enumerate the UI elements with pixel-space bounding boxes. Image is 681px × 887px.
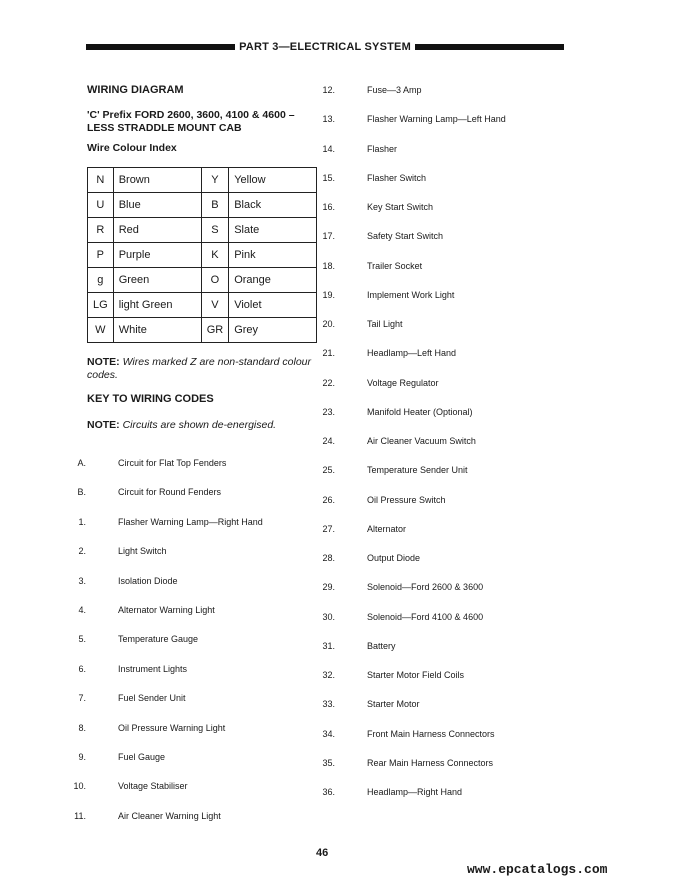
key-item-label: Headlamp—Right Hand: [367, 787, 463, 797]
model-subheading-line1: 'C' Prefix FORD 2600, 3600, 4100 & 4600 –: [87, 109, 295, 121]
colour-code: P: [88, 243, 114, 268]
key-item-label: Starter Motor: [367, 699, 420, 710]
key-item-label: Alternator Warning Light: [118, 605, 215, 615]
note-nonstandard: [87, 356, 315, 382]
colour-row: [88, 293, 317, 318]
key-item-number: 14.: [322, 143, 335, 154]
key-item-label: Output Diode: [367, 553, 421, 563]
model-subheading: [87, 109, 295, 135]
key-item-number: 27.: [322, 523, 335, 534]
key-item-number: 12.: [322, 85, 335, 95]
key-item-label: Fuse—3 Amp: [367, 85, 422, 95]
key-item-label: Manifold Heater (Optional): [367, 406, 473, 417]
note-de-energised: [87, 419, 315, 432]
key-heading: KEY TO WIRING CODES: [87, 393, 214, 405]
wire-colour-table: [87, 167, 317, 343]
key-item-label: Temperature Gauge: [118, 634, 199, 645]
page-header: [86, 40, 564, 54]
key-item-label: Circuit for Round Fenders: [118, 487, 222, 498]
key-item-number: 16.: [322, 202, 335, 212]
key-item-label: Temperature Sender Unit: [367, 465, 468, 476]
key-item-number: 33.: [322, 699, 335, 710]
colour-name: Orange: [229, 268, 317, 293]
key-item-number: 25.: [322, 465, 335, 476]
key-item-number: 2.: [78, 546, 86, 557]
key-item-label: Front Main Harness Connectors: [367, 728, 495, 739]
key-item-number: 36.: [322, 787, 335, 797]
key-item-label: Implement Work Light: [367, 289, 455, 300]
key-item-number: 35.: [322, 757, 335, 768]
key-item-label: Battery: [367, 640, 396, 651]
key-item-number: 7.: [78, 693, 86, 704]
colour-name: Grey: [229, 318, 317, 343]
colour-code: B: [201, 193, 229, 218]
colour-code: S: [201, 218, 229, 243]
colour-row: [88, 268, 317, 293]
colour-code: V: [201, 293, 229, 318]
page-number: 46: [316, 847, 329, 859]
key-item-number: 22.: [322, 377, 335, 388]
key-item-label: Instrument Lights: [118, 663, 188, 674]
key-item-label: Safety Start Switch: [367, 231, 444, 242]
key-item-number: 9.: [78, 752, 86, 762]
colour-name: light Green: [113, 293, 201, 318]
key-item-number: 32.: [322, 670, 335, 680]
key-item-label: Air Cleaner Warning Light: [118, 810, 221, 821]
key-item-label: Circuit for Flat Top Fenders: [118, 458, 227, 468]
key-item-label: Key Start Switch: [367, 202, 434, 212]
key-item-number: 15.: [322, 172, 335, 183]
colour-code: LG: [88, 293, 114, 318]
colour-name: Green: [113, 268, 201, 293]
key-item-label: Air Cleaner Vacuum Switch: [367, 436, 476, 446]
key-item-label: Flasher Switch: [367, 172, 427, 183]
colour-row: [88, 168, 317, 193]
key-item-number: 4.: [78, 605, 86, 615]
colour-name: Blue: [113, 193, 201, 218]
key-item-label: Light Switch: [118, 546, 167, 557]
key-item-number: 28.: [322, 553, 335, 563]
colour-name: Black: [229, 193, 317, 218]
colour-index-title: Wire Colour Index: [87, 142, 177, 154]
key-item-label: Trailer Socket: [367, 260, 423, 271]
key-item-number: 10.: [73, 781, 86, 792]
key-item-label: Voltage Regulator: [367, 377, 439, 388]
watermark-site: www.epcatalogs.com: [467, 862, 608, 877]
key-item-number: B.: [77, 487, 86, 498]
key-item-number: 26.: [322, 494, 335, 505]
colour-name: Red: [113, 218, 201, 243]
key-item-number: 18.: [322, 260, 335, 271]
section-heading: WIRING DIAGRAM: [87, 84, 184, 96]
key-item-number: 24.: [322, 436, 335, 446]
key-item-label: Fuel Gauge: [118, 752, 166, 762]
key-item-number: 1.: [78, 516, 86, 527]
colour-name: Slate: [229, 218, 317, 243]
key-item-label: Flasher Warning Lamp—Right Hand: [118, 516, 263, 527]
colour-code: W: [88, 318, 114, 343]
key-item-label: Solenoid—Ford 2600 & 3600: [367, 582, 484, 593]
key-item-number: 3.: [78, 575, 86, 586]
key-item-label: Oil Pressure Switch: [367, 494, 446, 505]
key-item-label: Solenoid—Ford 4100 & 4600: [367, 611, 484, 622]
colour-code: g: [88, 268, 114, 293]
colour-row: [88, 218, 317, 243]
key-item-number: 34.: [322, 728, 335, 739]
key-item-number: 20.: [322, 319, 335, 329]
key-item-label: Headlamp—Left Hand: [367, 348, 457, 359]
colour-code: O: [201, 268, 229, 293]
colour-name: Violet: [229, 293, 317, 318]
model-subheading-line2: LESS STRADDLE MOUNT CAB: [87, 122, 242, 134]
colour-name: Yellow: [229, 168, 317, 193]
colour-name: Pink: [229, 243, 317, 268]
key-item-number: 19.: [322, 289, 335, 300]
colour-name: White: [113, 318, 201, 343]
header-title: PART 3—ELECTRICAL SYSTEM: [239, 41, 411, 53]
key-item-number: 29.: [322, 582, 335, 593]
colour-code: K: [201, 243, 229, 268]
key-item-number: 31.: [322, 640, 335, 651]
key-item-label: Flasher: [367, 143, 398, 154]
note-text: Wires marked Z are non-standard colour codes.: [87, 356, 311, 381]
key-item-label: Starter Motor Field Coils: [367, 670, 465, 680]
colour-code: Y: [201, 168, 229, 193]
key-item-label: Oil Pressure Warning Light: [118, 722, 226, 733]
key-item-label: Fuel Sender Unit: [118, 693, 186, 704]
colour-code: U: [88, 193, 114, 218]
key-item-number: 30.: [322, 611, 335, 622]
colour-code: N: [88, 168, 114, 193]
colour-row: [88, 193, 317, 218]
key-item-label: Tail Light: [367, 319, 403, 329]
key-item-number: 21.: [322, 348, 335, 359]
key-item-number: A.: [77, 458, 86, 468]
note-label: NOTE:: [87, 356, 120, 368]
key-item-number: 17.: [322, 231, 335, 242]
colour-row: [88, 318, 317, 343]
key-item-label: Isolation Diode: [118, 575, 178, 586]
key-item-number: 13.: [322, 114, 335, 125]
colour-code: R: [88, 218, 114, 243]
key-item-label: Alternator: [367, 523, 407, 534]
colour-row: [88, 243, 317, 268]
header-rule-left: [86, 44, 235, 50]
key-item-number: 6.: [78, 663, 86, 674]
colour-code: GR: [201, 318, 229, 343]
key-item-number: 23.: [322, 406, 335, 417]
key-item-number: 5.: [78, 634, 86, 645]
key-item-label: Rear Main Harness Connectors: [367, 757, 494, 768]
key-item-number: 8.: [78, 722, 86, 733]
key-item-label: Voltage Stabiliser: [118, 781, 188, 792]
key-item-number: 11.: [74, 810, 86, 821]
note-text: Circuits are shown de-energised.: [122, 419, 277, 431]
header-rule-right: [415, 44, 564, 50]
key-item-label: Flasher Warning Lamp—Left Hand: [367, 114, 506, 125]
note-label: NOTE:: [87, 419, 120, 431]
colour-name: Brown: [113, 168, 201, 193]
colour-name: Purple: [113, 243, 201, 268]
